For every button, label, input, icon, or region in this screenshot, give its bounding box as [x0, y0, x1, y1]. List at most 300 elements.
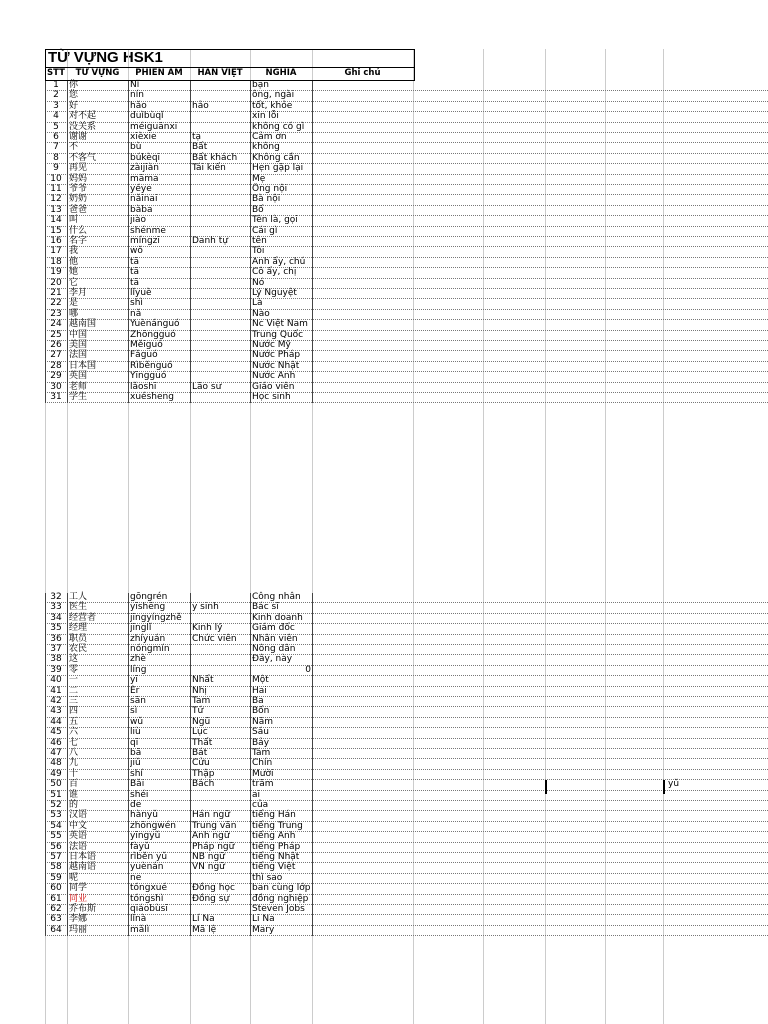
meaning-cell[interactable]: Công nhân — [252, 592, 301, 602]
row-number[interactable]: 24 — [50, 319, 62, 330]
vocab-cell[interactable]: 五 — [69, 716, 79, 727]
pinyin-cell[interactable]: zhíyuán — [130, 633, 166, 644]
vocab-cell[interactable]: 四 — [69, 706, 79, 717]
meaning-cell[interactable]: Nước Pháp — [252, 350, 301, 361]
vocab-cell[interactable]: 对不起 — [69, 111, 97, 122]
vocab-cell[interactable]: 它 — [69, 277, 79, 288]
vocab-cell[interactable]: 再见 — [69, 163, 88, 174]
row-number[interactable]: 46 — [50, 737, 62, 748]
meaning-cell[interactable]: Một — [252, 675, 269, 686]
header-cell-3[interactable]: HÁN VIỆT — [197, 68, 243, 78]
pinyin-cell[interactable]: yuènán — [130, 862, 164, 873]
meaning-cell[interactable]: Sáu — [252, 727, 269, 738]
pinyin-cell[interactable]: búkèqi — [130, 152, 161, 163]
vocab-cell[interactable]: 您 — [69, 90, 79, 101]
row-number[interactable]: 50 — [50, 779, 62, 790]
han-viet-cell[interactable]: Đồng sự — [192, 893, 230, 904]
row-number[interactable]: 3 — [53, 100, 59, 111]
meaning-cell[interactable]: Không cần — [252, 152, 300, 163]
han-viet-cell[interactable]: Chức viên — [192, 633, 237, 644]
pinyin-cell[interactable]: Rìběnguó — [130, 360, 173, 371]
row-number[interactable]: 17 — [50, 246, 62, 257]
meaning-cell[interactable]: Kinh doanh — [252, 612, 303, 623]
pinyin-cell[interactable]: nǎinai — [130, 194, 158, 205]
vocab-cell[interactable]: 谢谢 — [69, 132, 88, 142]
pinyin-cell[interactable]: duìbùqǐ — [130, 111, 164, 122]
meaning-cell[interactable]: Tôi — [252, 246, 265, 257]
vocab-cell[interactable]: 好 — [69, 100, 79, 111]
meaning-cell[interactable]: Nông dân — [252, 644, 296, 654]
row-number[interactable]: 9 — [53, 163, 59, 174]
pinyin-cell[interactable]: jīnglǐ — [130, 623, 152, 634]
cell-border — [250, 624, 251, 634]
vocab-cell[interactable]: 中国 — [69, 329, 88, 340]
row-number[interactable]: 52 — [50, 800, 62, 810]
meaning-cell[interactable]: trăm — [252, 779, 274, 790]
meaning-cell[interactable]: Li Na — [252, 914, 275, 925]
meaning-cell[interactable]: Là — [252, 298, 263, 309]
meaning-cell[interactable]: Steven Jobs — [252, 904, 305, 914]
pinyin-cell[interactable]: wǔ — [130, 716, 144, 727]
vocab-cell[interactable]: 这 — [69, 654, 79, 665]
pinyin-cell[interactable]: nín — [130, 90, 144, 101]
pinyin-cell[interactable]: yéye — [130, 184, 152, 194]
vocab-cell[interactable]: 百 — [69, 779, 79, 790]
pinyin-cell[interactable]: yīshēng — [130, 602, 166, 613]
meaning-cell[interactable]: tiếng Anh — [252, 831, 296, 842]
meaning-cell[interactable]: Bà nội — [252, 194, 281, 205]
vocab-cell[interactable]: 越南语 — [69, 862, 97, 873]
vocab-cell[interactable]: 叫 — [69, 215, 79, 226]
pinyin-cell[interactable]: tā — [130, 267, 140, 278]
vocab-cell[interactable]: 什么 — [69, 225, 88, 236]
vocab-cell[interactable]: 医生 — [69, 602, 88, 613]
han-viet-cell[interactable]: Bát — [192, 748, 208, 758]
pinyin-cell[interactable]: yīngyǔ — [130, 831, 161, 842]
meaning-cell[interactable]: Trung Quốc — [252, 329, 304, 340]
pinyin-cell[interactable]: zàijiàn — [130, 163, 159, 174]
vocab-cell[interactable]: 七 — [69, 737, 79, 748]
vocab-cell[interactable]: 他 — [69, 256, 79, 267]
pinyin-cell[interactable]: bàba — [130, 204, 153, 215]
vocab-cell[interactable]: 工人 — [69, 592, 88, 602]
header-cell-1[interactable]: TỪ VỰNG — [75, 68, 120, 78]
han-viet-cell[interactable]: Tái kiến — [192, 163, 226, 174]
header-cell-2[interactable]: PHIÊN ÂM — [135, 68, 183, 78]
meaning-cell[interactable]: ông, ngài — [252, 90, 295, 101]
han-viet-cell[interactable]: tạ — [192, 132, 202, 142]
meaning-cell[interactable]: Giáo viên — [252, 381, 295, 392]
meaning-cell[interactable]: Nó — [252, 277, 265, 288]
vocab-cell[interactable]: 爷爷 — [69, 184, 88, 194]
meaning-cell[interactable]: Học sinh — [252, 392, 291, 402]
row-number[interactable]: 47 — [50, 748, 62, 758]
vocab-cell[interactable]: 你 — [69, 80, 79, 90]
pinyin-cell[interactable]: de — [130, 800, 142, 810]
meaning-cell[interactable]: Ông nội — [252, 184, 288, 194]
han-viet-cell[interactable]: Bất khách — [192, 152, 238, 163]
row-number[interactable]: 53 — [50, 810, 62, 821]
vocab-cell[interactable]: 汉语 — [69, 810, 88, 821]
vocab-cell[interactable]: 她 — [69, 267, 79, 278]
row-number[interactable]: 12 — [50, 194, 62, 205]
cell-border — [312, 393, 313, 403]
han-viet-cell[interactable]: Thất — [192, 737, 213, 748]
meaning-cell[interactable]: thì sao — [252, 872, 283, 883]
vocab-cell[interactable]: 零 — [69, 664, 79, 675]
row-number[interactable]: 33 — [50, 602, 62, 613]
row-number[interactable]: 8 — [53, 152, 59, 163]
row-number[interactable]: 40 — [50, 675, 62, 686]
row-number[interactable]: 26 — [50, 340, 62, 350]
meaning-cell[interactable]: ban cùng lớp — [252, 883, 311, 894]
row-number[interactable]: 7 — [53, 142, 59, 153]
pinyin-cell[interactable]: lǐnà — [130, 914, 147, 925]
pinyin-cell[interactable]: shí — [130, 768, 143, 779]
row-number[interactable]: 15 — [50, 225, 62, 236]
meaning-cell[interactable]: tiếng Pháp — [252, 841, 301, 852]
vocab-cell[interactable]: 同学 — [69, 883, 88, 894]
cell-border — [128, 216, 129, 226]
row-number[interactable]: 57 — [50, 852, 62, 862]
row-number[interactable]: 19 — [50, 267, 62, 278]
row-number[interactable]: 39 — [50, 664, 62, 675]
meaning-cell[interactable]: Cảm ơn — [252, 132, 287, 142]
vocab-cell[interactable]: 李娜 — [69, 914, 88, 925]
han-viet-cell[interactable]: Lão sư — [192, 381, 222, 392]
pinyin-cell[interactable]: fàyǔ — [130, 841, 150, 852]
meaning-cell[interactable]: Bác sĩ — [252, 602, 279, 613]
row-number[interactable]: 23 — [50, 308, 62, 319]
pinyin-cell[interactable]: sān — [130, 696, 146, 706]
pinyin-cell[interactable]: lǐyuè — [130, 288, 152, 298]
vocab-cell[interactable]: 一 — [69, 675, 79, 686]
vocab-cell[interactable]: 九 — [69, 758, 79, 769]
vocab-cell[interactable]: 李月 — [69, 288, 88, 298]
han-viet-cell[interactable]: Ngũ — [192, 716, 211, 727]
vocab-cell[interactable]: 英国 — [69, 371, 88, 382]
row-number[interactable]: 36 — [50, 633, 62, 644]
header-cell-0[interactable]: STT — [47, 68, 65, 78]
vocab-cell[interactable]: 三 — [69, 696, 79, 706]
han-viet-cell[interactable]: Hán ngữ — [192, 810, 230, 821]
row-number[interactable]: 27 — [50, 350, 62, 361]
vocab-cell[interactable]: 法语 — [69, 841, 88, 852]
meaning-cell[interactable]: Bốn — [252, 706, 270, 717]
row-number[interactable]: 35 — [50, 623, 62, 634]
vocab-cell[interactable]: 谁 — [69, 789, 79, 800]
vocab-cell[interactable]: 中文 — [69, 820, 88, 831]
meaning-cell[interactable]: ai — [252, 789, 261, 800]
han-viet-cell[interactable]: Lục — [192, 727, 208, 738]
pinyin-cell[interactable]: qī — [130, 737, 139, 748]
pinyin-cell[interactable]: nǎ — [130, 308, 142, 319]
cell-border — [190, 279, 191, 289]
vocab-cell[interactable]: 老师 — [69, 381, 88, 392]
pinyin-cell[interactable]: tā — [130, 277, 140, 288]
vocab-cell[interactable]: 二 — [69, 685, 79, 696]
han-viet-cell[interactable]: Đồng học — [192, 883, 235, 894]
header-cell-4[interactable]: NGHĨA — [265, 68, 297, 78]
meaning-cell[interactable]: Năm — [252, 716, 274, 727]
vocab-cell[interactable]: 呢 — [69, 872, 79, 883]
meaning-cell[interactable]: đồng nghiệp — [252, 893, 309, 904]
row-number[interactable]: 2 — [53, 90, 59, 101]
vocab-cell[interactable]: 同业 — [69, 893, 88, 904]
pinyin-cell[interactable]: líng — [130, 664, 147, 675]
vocab-cell[interactable]: 奶奶 — [69, 194, 88, 205]
han-viet-cell[interactable]: NB ngữ — [192, 852, 225, 862]
pinyin-cell[interactable]: Bǎi — [130, 779, 145, 790]
pinyin-cell[interactable]: bù — [130, 142, 142, 153]
pinyin-cell[interactable]: Èr — [130, 685, 140, 696]
vocab-cell[interactable]: 是 — [69, 298, 79, 309]
pinyin-cell[interactable]: Fǎguó — [130, 350, 158, 361]
meaning-cell[interactable]: Giám đốc — [252, 623, 295, 634]
cell-border — [250, 123, 251, 133]
row-number[interactable]: 58 — [50, 862, 62, 873]
han-viet-cell[interactable]: Tam — [192, 696, 211, 706]
han-viet-cell[interactable]: Mã lệ — [192, 924, 217, 935]
vocab-cell[interactable]: 不 — [69, 142, 79, 153]
pinyin-cell[interactable]: yī — [130, 675, 138, 686]
row-number[interactable]: 10 — [50, 173, 62, 184]
han-viet-cell[interactable]: Pháp ngữ — [192, 841, 235, 852]
han-viet-cell[interactable]: Cửu — [192, 758, 210, 769]
vocab-cell[interactable]: 学生 — [69, 392, 88, 402]
pinyin-cell[interactable]: tā — [130, 256, 140, 267]
meaning-cell[interactable]: Bố — [252, 204, 264, 215]
pinyin-cell[interactable]: lǎoshī — [130, 381, 157, 392]
pinyin-cell[interactable]: méiguānxi — [130, 121, 178, 132]
han-viet-cell[interactable]: Lí Na — [192, 914, 215, 925]
vocab-cell[interactable]: 越南国 — [69, 319, 97, 330]
pinyin-cell[interactable]: jīngyíngzhě — [130, 612, 182, 623]
meaning-cell[interactable]: Lý Nguyệt — [252, 288, 297, 298]
pinyin-cell[interactable]: ne — [130, 872, 142, 883]
vocab-cell[interactable]: 职员 — [69, 633, 88, 644]
pinyin-cell[interactable]: shì — [130, 298, 143, 309]
meaning-cell[interactable]: Anh ấy, chú — [252, 256, 306, 267]
vocab-cell[interactable]: 玛丽 — [69, 924, 88, 935]
pinyin-cell[interactable]: gōngrén — [130, 592, 168, 602]
pinyin-cell[interactable]: bā — [130, 748, 142, 758]
row-number[interactable]: 55 — [50, 831, 62, 842]
vocab-cell[interactable]: 乔布斯 — [69, 904, 97, 914]
side-note[interactable]: yǔ — [668, 779, 680, 790]
pinyin-cell[interactable]: sì — [130, 706, 138, 717]
pinyin-cell[interactable]: jiǔ — [130, 758, 141, 769]
vocab-cell[interactable]: 日本语 — [69, 852, 97, 862]
han-viet-cell[interactable]: Anh ngữ — [192, 831, 230, 842]
row-number[interactable]: 62 — [50, 904, 62, 914]
pinyin-cell[interactable]: qiáobùsī — [130, 904, 168, 914]
meaning-cell[interactable]: bạn — [252, 80, 269, 90]
row-number[interactable]: 30 — [50, 381, 62, 392]
row-number[interactable]: 21 — [50, 288, 62, 298]
meaning-cell[interactable]: không — [252, 142, 280, 153]
meaning-cell[interactable]: Tám — [252, 748, 271, 758]
row-number[interactable]: 45 — [50, 727, 62, 738]
meaning-cell[interactable]: tiếng Việt — [252, 862, 296, 873]
vocab-cell[interactable]: 经理 — [69, 623, 88, 634]
row-number[interactable]: 22 — [50, 298, 62, 309]
pinyin-cell[interactable]: xièxie — [130, 132, 157, 142]
meaning-cell[interactable]: Cái gì — [252, 225, 278, 236]
row-number[interactable]: 64 — [50, 924, 62, 935]
meaning-cell[interactable]: Nào — [252, 308, 270, 319]
meaning-cell[interactable]: Cô ấy, chị — [252, 267, 297, 278]
row-number[interactable]: 29 — [50, 371, 62, 382]
row-number[interactable]: 41 — [50, 685, 62, 696]
row-number[interactable]: 31 — [50, 392, 62, 402]
vocab-cell[interactable]: 我 — [69, 246, 79, 257]
row-number[interactable]: 20 — [50, 277, 62, 288]
meaning-cell[interactable]: tên — [252, 236, 267, 246]
han-viet-cell[interactable]: Tứ — [192, 706, 204, 717]
han-viet-cell[interactable]: Nhất — [192, 675, 214, 686]
row-number[interactable]: 5 — [53, 121, 59, 132]
vocab-cell[interactable]: 名字 — [69, 236, 88, 246]
pinyin-cell[interactable]: tóngshì — [130, 893, 164, 904]
row-number[interactable]: 42 — [50, 696, 62, 706]
row-number[interactable]: 38 — [50, 654, 62, 665]
pinyin-cell[interactable]: Yuènánguó — [130, 319, 180, 330]
row-number[interactable]: 51 — [50, 789, 62, 800]
han-viet-cell[interactable]: VN ngữ — [192, 862, 225, 873]
meaning-cell[interactable]: Mary — [252, 924, 275, 935]
meaning-cell[interactable]: Nước Nhật — [252, 360, 300, 371]
meaning-cell[interactable]: Hẹn gặp lại — [252, 163, 304, 174]
han-viet-cell[interactable]: Kinh lý — [192, 623, 223, 634]
meaning-cell[interactable]: 0 — [305, 664, 311, 675]
meaning-cell[interactable]: Ba — [252, 696, 264, 706]
vocab-cell[interactable]: 六 — [69, 727, 79, 738]
vocab-cell[interactable]: 十 — [69, 768, 79, 779]
han-viet-cell[interactable]: Trung văn — [192, 820, 237, 831]
row-number[interactable]: 4 — [53, 111, 59, 122]
pinyin-cell[interactable]: shéi — [130, 789, 149, 800]
row-number[interactable]: 43 — [50, 706, 62, 717]
meaning-cell[interactable]: Mười — [252, 768, 274, 779]
row-number[interactable]: 37 — [50, 644, 62, 654]
pinyin-cell[interactable]: zhè — [130, 654, 146, 665]
row-number[interactable]: 34 — [50, 612, 62, 623]
pinyin-cell[interactable]: mǎlì — [130, 924, 150, 935]
han-viet-cell[interactable]: Thập — [192, 768, 215, 779]
vocab-cell[interactable]: 美国 — [69, 340, 88, 350]
pinyin-cell[interactable]: nóngmín — [130, 644, 170, 654]
vocab-cell[interactable]: 英语 — [69, 831, 88, 842]
meaning-cell[interactable]: Chín — [252, 758, 273, 769]
meaning-cell[interactable]: Hai — [252, 685, 267, 696]
han-viet-cell[interactable]: Bách — [192, 779, 215, 790]
row-number[interactable]: 25 — [50, 329, 62, 340]
row-number[interactable]: 54 — [50, 820, 62, 831]
meaning-cell[interactable]: không có gì — [252, 121, 305, 132]
row-number[interactable]: 14 — [50, 215, 62, 226]
row-number[interactable]: 32 — [50, 592, 62, 602]
row-number[interactable]: 63 — [50, 914, 62, 925]
vocab-cell[interactable]: 八 — [69, 748, 79, 758]
meaning-cell[interactable]: tiếng Hán — [252, 810, 296, 821]
pinyin-cell[interactable]: Zhōngguó — [130, 329, 176, 340]
header-cell-5[interactable]: Ghi chú — [344, 68, 381, 78]
vocab-cell[interactable]: 日本国 — [69, 360, 97, 371]
row-number[interactable]: 49 — [50, 768, 62, 779]
row-number[interactable]: 6 — [53, 132, 59, 142]
han-viet-cell[interactable]: Danh tự — [192, 236, 228, 246]
pinyin-cell[interactable]: Yīngguó — [130, 371, 167, 382]
han-viet-cell[interactable]: Nhị — [192, 685, 207, 696]
row-number[interactable]: 1 — [53, 80, 59, 90]
meaning-cell[interactable]: Tên là, gọi — [252, 215, 298, 226]
row-number[interactable]: 11 — [50, 184, 62, 194]
row-number[interactable]: 44 — [50, 716, 62, 727]
pinyin-cell[interactable]: rìběn yǔ — [130, 852, 168, 862]
meaning-cell[interactable]: Nước Mỹ — [252, 340, 291, 350]
meaning-cell[interactable]: tiếng Nhật — [252, 852, 300, 862]
vocab-cell[interactable]: 不客气 — [69, 152, 97, 163]
row-number[interactable]: 56 — [50, 841, 62, 852]
meaning-cell[interactable]: Đây, này — [252, 654, 293, 665]
pinyin-cell[interactable]: zhōngwén — [130, 820, 176, 831]
meaning-cell[interactable]: xin lỗi — [252, 111, 279, 122]
row-number[interactable]: 28 — [50, 360, 62, 371]
pinyin-cell[interactable]: xuésheng — [130, 392, 174, 402]
row-number[interactable]: 59 — [50, 872, 62, 883]
row-number[interactable]: 16 — [50, 236, 62, 246]
meaning-cell[interactable]: tiếng Trung — [252, 820, 303, 831]
row-number[interactable]: 18 — [50, 256, 62, 267]
han-viet-cell[interactable]: y sinh — [192, 602, 219, 613]
row-number[interactable]: 60 — [50, 883, 62, 894]
row-number[interactable]: 48 — [50, 758, 62, 769]
meaning-cell[interactable]: tốt, khỏe — [252, 100, 293, 111]
han-viet-cell[interactable]: Bất — [192, 142, 208, 153]
pinyin-cell[interactable]: Nǐ — [130, 80, 140, 90]
pinyin-cell[interactable]: míngzi — [130, 236, 160, 246]
meaning-cell[interactable]: Mẹ — [252, 173, 266, 184]
vocab-cell[interactable]: 法国 — [69, 350, 88, 361]
row-number[interactable]: 13 — [50, 204, 62, 215]
pinyin-cell[interactable]: māma — [130, 173, 159, 184]
pinyin-cell[interactable]: shénme — [130, 225, 166, 236]
pinyin-cell[interactable]: jiào — [130, 215, 147, 226]
vocab-cell[interactable]: 妈妈 — [69, 173, 88, 184]
meaning-cell[interactable]: Nước Anh — [252, 371, 296, 382]
meaning-cell[interactable]: Bảy — [252, 737, 270, 748]
vocab-cell[interactable]: 的 — [69, 800, 79, 810]
vocab-cell[interactable]: 没关系 — [69, 121, 97, 132]
pinyin-cell[interactable]: Měiguó — [130, 340, 163, 350]
pinyin-cell[interactable]: tóngxué — [130, 883, 168, 894]
vocab-cell[interactable]: 爸爸 — [69, 204, 88, 215]
han-viet-cell[interactable]: hảo — [192, 100, 209, 111]
pinyin-cell[interactable]: hǎo — [130, 100, 147, 111]
pinyin-cell[interactable]: wǒ — [130, 246, 143, 257]
vocab-cell[interactable]: 经营者 — [69, 612, 97, 623]
pinyin-cell[interactable]: hànyǔ — [130, 810, 158, 821]
cell-border — [250, 666, 251, 676]
vocab-cell[interactable]: 农民 — [69, 644, 88, 654]
meaning-cell[interactable]: Nhân viên — [252, 633, 298, 644]
meaning-cell[interactable]: của — [252, 800, 269, 810]
pinyin-cell[interactable]: liù — [130, 727, 141, 738]
vocab-cell[interactable]: 哪 — [69, 308, 79, 319]
meaning-cell[interactable]: Nc Việt Nam — [252, 319, 308, 330]
row-number[interactable]: 61 — [50, 893, 62, 904]
